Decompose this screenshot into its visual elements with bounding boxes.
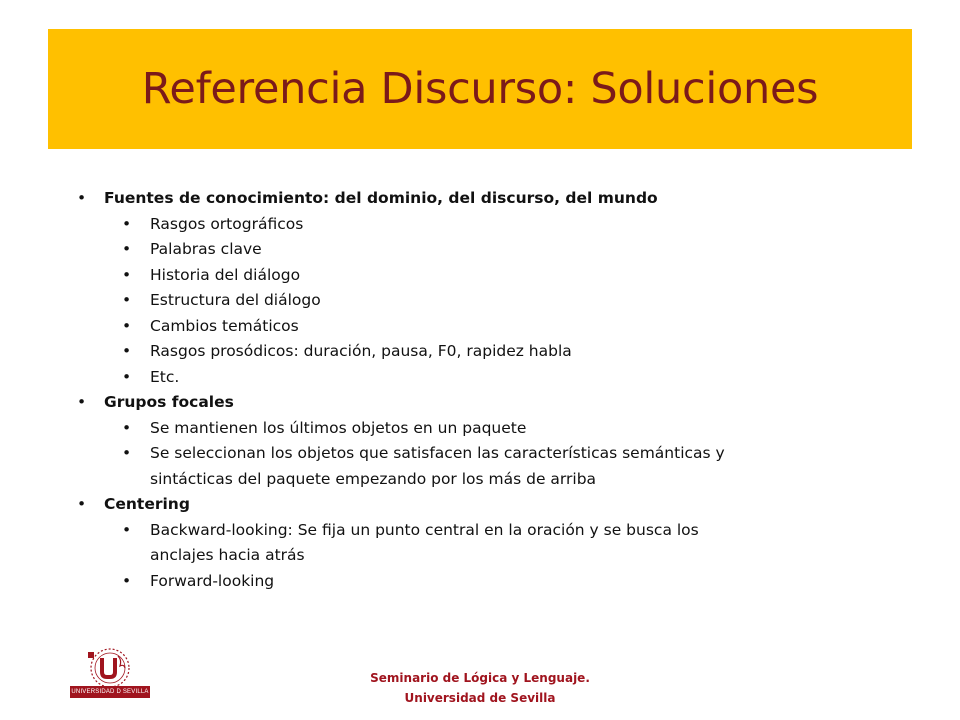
bullet-icon: •: [77, 393, 87, 411]
bullet-icon: •: [77, 189, 87, 207]
bullet-icon: •: [122, 316, 132, 335]
list-item: • Palabras clave: [77, 237, 737, 263]
footer-line-1: Seminario de Lógica y Lenguaje.: [370, 671, 590, 685]
list-item: • Rasgos ortográficos: [77, 212, 737, 238]
bullet-icon: •: [122, 240, 132, 258]
title-bar: [48, 29, 912, 149]
section-heading: • Grupos focales: [77, 390, 737, 416]
bullet-icon: •: [77, 495, 87, 513]
bullet-icon: •: [122, 571, 132, 590]
bullet-icon: •: [122, 367, 132, 386]
bullet-icon: •: [122, 418, 132, 437]
list-item: • Se mantienen los últimos objetos en un paquete: [77, 416, 737, 442]
bullet-icon: •: [122, 444, 132, 462]
bullet-icon: •: [122, 342, 132, 360]
list-item: • Estructura del diálogo: [77, 288, 737, 314]
bullet-icon: •: [122, 520, 132, 539]
list-item: • Historia del diálogo: [77, 263, 737, 289]
slide-title: Referencia Discurso: Soluciones: [141, 64, 819, 114]
slide-content: [77, 186, 737, 594]
list-item: • Forward-looking: [77, 569, 737, 595]
list-item: • Cambios temáticos: [77, 314, 737, 340]
logo-caption: UNIVERSIDAD D SEVILLA: [70, 686, 150, 698]
list-item: • Etc.: [77, 365, 737, 391]
bullet-icon: •: [122, 214, 132, 233]
bullet-icon: •: [122, 291, 132, 309]
list-item: • Rasgos prosódicos: duración, pausa, F0, rapidez habla: [77, 339, 737, 365]
section-heading: • Centering: [77, 492, 737, 518]
list-item: • Se seleccionan los objetos que satisfacen las características semánticas y sintácticas del paquete empezando por los más de arriba: [77, 441, 737, 492]
list-item: • Backward-looking: Se fija un punto central en la oración y se busca los anclajes hacia atrás: [77, 518, 737, 569]
bullet-list: [77, 186, 737, 594]
bullet-icon: •: [122, 265, 132, 284]
footer-line-2: Universidad de Sevilla: [404, 691, 556, 705]
footer: [330, 668, 630, 708]
section-heading: • Fuentes de conocimiento: del dominio, del discurso, del mundo: [77, 186, 737, 212]
